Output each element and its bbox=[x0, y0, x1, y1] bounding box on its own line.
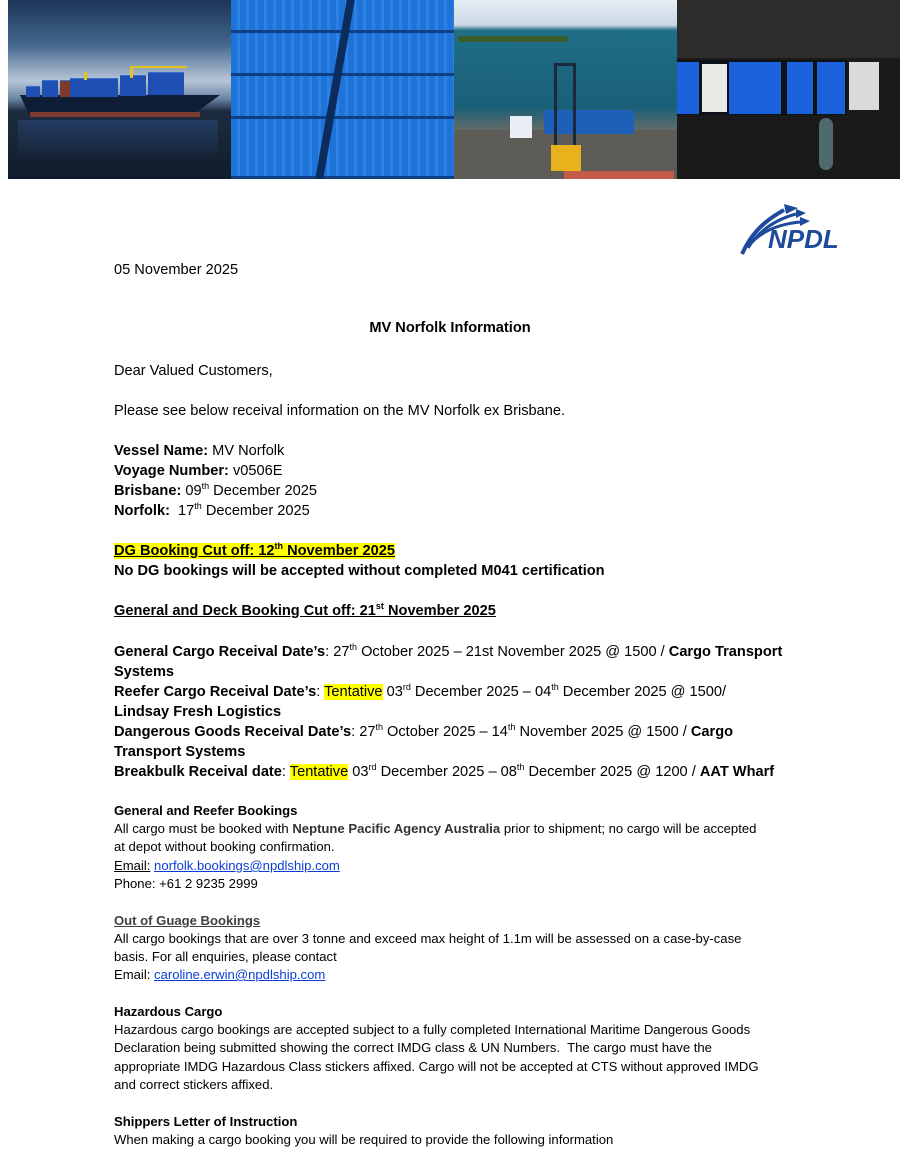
breakbulk-receival bbox=[114, 762, 774, 782]
ship-container bbox=[120, 75, 146, 96]
general-reefer-line2: at depot without booking confirmation. bbox=[114, 839, 335, 854]
header-banner bbox=[8, 0, 900, 179]
dg-cutoff-rest: November 2025 bbox=[283, 543, 395, 559]
dangerous-receival-place-cont: Transport Systems bbox=[114, 744, 246, 760]
breakbulk-receival-label: Breakbulk Receival date bbox=[114, 764, 282, 780]
page-title: MV Norfolk Information bbox=[369, 320, 531, 336]
dangerous-place: Cargo bbox=[690, 724, 734, 740]
norfolk-rest: December 2025 bbox=[201, 503, 310, 519]
ship-bridge bbox=[849, 62, 879, 110]
dg-cutoff-suffix: th bbox=[274, 541, 284, 551]
general-reefer-phone: Phone: +61 2 9235 2999 bbox=[114, 876, 258, 891]
sli-heading: Shippers Letter of Instruction bbox=[114, 1114, 298, 1129]
dg-note: No DG bookings will be accepted without completed M041 certification bbox=[114, 563, 605, 579]
email-label: Email: bbox=[114, 967, 155, 982]
general-cutoff-rest: November 2025 bbox=[383, 603, 496, 619]
norfolk-day: 17 bbox=[169, 503, 195, 519]
trident-icon bbox=[740, 196, 862, 258]
red-container bbox=[564, 171, 674, 179]
dangerous-receival-label: Dangerous Goods Receival Date’s bbox=[114, 724, 352, 740]
brisbane-rest: December 2025 bbox=[209, 483, 318, 499]
breakbulk-colon: : bbox=[281, 764, 290, 780]
svg-text:NPDL: NPDL bbox=[768, 224, 839, 254]
banner-image-port bbox=[454, 0, 677, 179]
reefer-time: December 2025 @ 1500/ bbox=[558, 684, 727, 700]
dangerous-suffix-2: th bbox=[507, 722, 516, 732]
container-stack bbox=[231, 119, 454, 179]
brisbane-suffix: th bbox=[201, 481, 210, 491]
tentative-badge: Tentative bbox=[289, 764, 349, 780]
brisbane-date bbox=[114, 481, 317, 501]
sli-line1: When making a cargo booking you will be required to provide the following information bbox=[114, 1132, 614, 1147]
general-reefer-email bbox=[114, 857, 340, 875]
brisbane-label: Brisbane: bbox=[114, 483, 182, 499]
breakbulk-time: December 2025 @ 1200 / bbox=[524, 764, 700, 780]
intro-text: Please see below receival information on the MV Norfolk ex Brisbane. bbox=[114, 403, 566, 419]
ship-waterline bbox=[30, 112, 200, 117]
general-cutoff-prefix: General and Deck Booking Cut off: 21 bbox=[114, 603, 376, 619]
dangerous-start: : 27 bbox=[351, 724, 376, 740]
npdl-logo bbox=[740, 196, 862, 258]
reefer-range: December 2025 – 04 bbox=[410, 684, 552, 700]
general-receival-place-cont: Systems bbox=[114, 664, 175, 680]
ship-container bbox=[148, 72, 184, 95]
bookings-email-link[interactable]: norfolk.bookings@npdlship.com bbox=[154, 858, 340, 873]
hazardous-line3: appropriate IMDG Hazardous Class stickers affixed. Cargo will not be accepted at CTS without approved IMDG bbox=[114, 1059, 759, 1074]
vessel-name-value: MV Norfolk bbox=[208, 443, 285, 459]
general-receival-suffix: th bbox=[349, 642, 358, 652]
island bbox=[458, 36, 568, 42]
reefer-suffix-1: rd bbox=[402, 682, 411, 692]
oog-heading-text: Out of Guage Bookings bbox=[114, 913, 261, 928]
ship-crane bbox=[132, 66, 187, 68]
reefer-start: 03 bbox=[382, 684, 403, 700]
contact-email-link[interactable]: caroline.erwin@npdlship.com bbox=[154, 967, 326, 982]
voyage-label: Voyage Number: bbox=[114, 463, 229, 479]
tug-boat bbox=[819, 118, 833, 170]
dg-cutoff-highlight bbox=[114, 543, 395, 559]
dangerous-receival bbox=[114, 722, 733, 742]
general-reefer-heading: General and Reefer Bookings bbox=[114, 803, 298, 818]
norfolk-date bbox=[114, 501, 310, 521]
general-receival-label: General Cargo Receival Date’s bbox=[114, 644, 326, 660]
reefer-suffix-2: th bbox=[551, 682, 559, 692]
ship-container bbox=[42, 80, 58, 97]
general-receival-start: : 27 bbox=[325, 644, 350, 660]
reefer-colon: : bbox=[316, 684, 325, 700]
oog-line2: basis. For all enquiries, please contact bbox=[114, 949, 337, 964]
deck-containers bbox=[729, 62, 781, 114]
breakbulk-start: 03 bbox=[348, 764, 369, 780]
ship-container bbox=[60, 80, 70, 97]
general-receival-place: Cargo Transport bbox=[668, 644, 783, 660]
gr-line1-a: All cargo must be booked with bbox=[114, 821, 293, 836]
banner-image-containers bbox=[231, 0, 454, 179]
hazardous-line4: and correct stickers affixed. bbox=[114, 1077, 274, 1092]
breakbulk-range: December 2025 – 08 bbox=[376, 764, 517, 780]
vessel-name-label: Vessel Name: bbox=[114, 443, 209, 459]
gr-line1-b: prior to shipment; no cargo will be accepted bbox=[500, 821, 757, 836]
ship-container bbox=[26, 86, 40, 97]
banner-image-aerial bbox=[677, 0, 900, 179]
breakbulk-suffix-1: rd bbox=[368, 762, 377, 772]
oog-line1: All cargo bookings that are over 3 tonne and exceed max height of 1.1m will be assessed on a case-by-case bbox=[114, 931, 742, 946]
water-reflection bbox=[18, 120, 218, 160]
dangerous-suffix-1: th bbox=[375, 722, 383, 732]
norfolk-label: Norfolk: bbox=[114, 503, 170, 519]
reefer-receival-place: Lindsay Fresh Logistics bbox=[114, 704, 282, 720]
ship-crane bbox=[84, 72, 87, 80]
hazardous-heading: Hazardous Cargo bbox=[114, 1004, 223, 1019]
vessel-name bbox=[114, 441, 284, 461]
container-stack bbox=[231, 76, 454, 119]
reefer-receival-label: Reefer Cargo Receival Date’s bbox=[114, 684, 317, 700]
deck-containers bbox=[817, 62, 845, 114]
breakbulk-suffix-2: th bbox=[516, 762, 525, 772]
general-receival bbox=[114, 642, 782, 662]
oog-heading bbox=[114, 912, 260, 930]
reach-stacker bbox=[554, 63, 576, 148]
email-label: Email: bbox=[114, 858, 151, 873]
banner-image-ship bbox=[8, 0, 231, 179]
tentative-badge: Tentative bbox=[324, 684, 383, 700]
norfolk-suffix: th bbox=[194, 501, 202, 511]
dangerous-time: November 2025 @ 1500 / bbox=[515, 724, 691, 740]
general-reefer-line1 bbox=[114, 820, 756, 838]
agency-name: Neptune Pacific Agency Australia bbox=[292, 821, 501, 836]
port-yard bbox=[677, 0, 900, 58]
deck-containers bbox=[677, 62, 699, 114]
dg-cutoff-prefix: DG Booking Cut off: 12 bbox=[114, 543, 275, 559]
brisbane-day: 09 bbox=[181, 483, 202, 499]
salutation: Dear Valued Customers, bbox=[114, 363, 273, 379]
breakbulk-place: AAT Wharf bbox=[699, 764, 775, 780]
white-containers bbox=[702, 64, 727, 112]
hazardous-line2: Declaration being submitted showing the correct IMDG class & UN Numbers. The cargo must have the bbox=[114, 1040, 712, 1055]
reefer-receival bbox=[114, 682, 726, 702]
letter-date: 05 November 2025 bbox=[114, 262, 239, 278]
truck-cab bbox=[510, 116, 532, 138]
hazardous-line1: Hazardous cargo bookings are accepted subject to a fully completed International Maritime Dangerous Goods bbox=[114, 1022, 751, 1037]
oog-email bbox=[114, 966, 325, 984]
general-cutoff bbox=[114, 601, 496, 621]
voyage-value: v0506E bbox=[228, 463, 283, 479]
dangerous-range: October 2025 – 14 bbox=[382, 724, 508, 740]
general-cutoff-suffix: st bbox=[375, 601, 384, 611]
voyage-number bbox=[114, 461, 282, 481]
general-receival-range: October 2025 – 21st November 2025 @ 1500 / bbox=[357, 644, 669, 660]
loader bbox=[551, 145, 581, 171]
ship-container bbox=[70, 78, 118, 97]
deck-containers bbox=[787, 62, 813, 114]
dg-cutoff bbox=[114, 541, 395, 561]
